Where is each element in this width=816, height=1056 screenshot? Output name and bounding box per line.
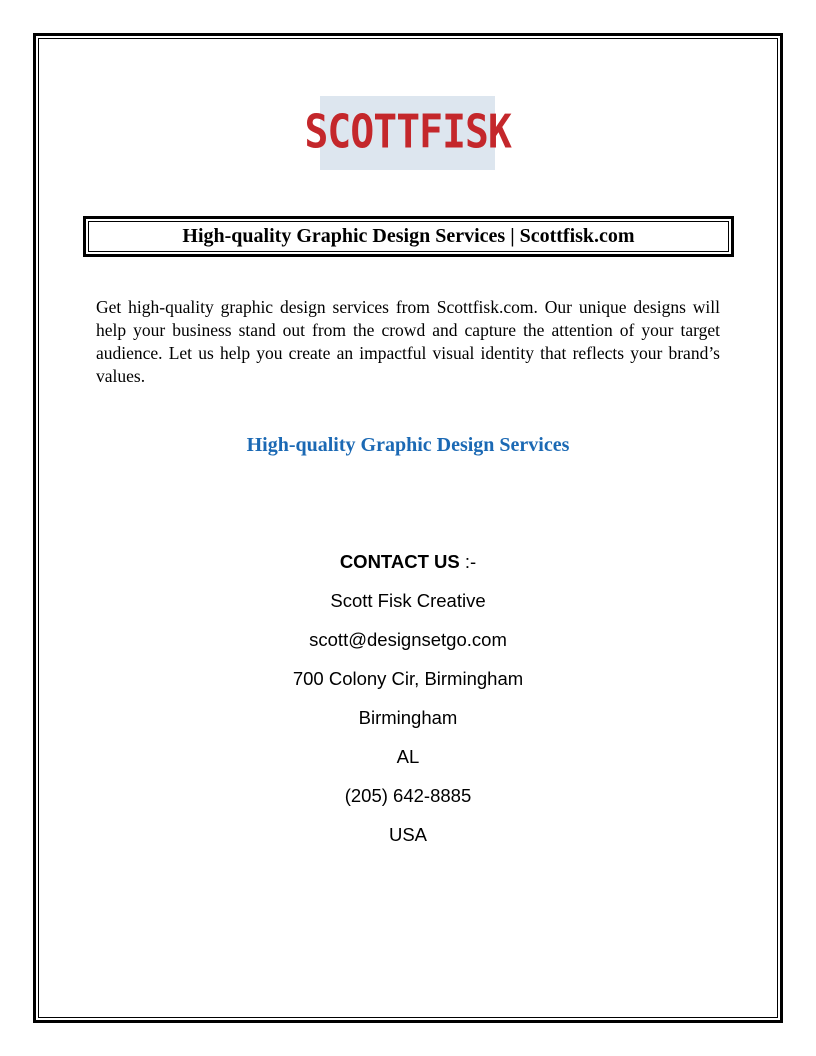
intro-paragraph: Get high-quality graphic design services from Scottfisk.com. Our unique designs will help your business stand out from the crowd and capture the attention of your target audience. Let us help you create an impactful visual identity that reflects your brand’s values.: [96, 297, 720, 386]
title-frame: [83, 216, 734, 257]
logo-wordmark: SCOTTFISK: [304, 105, 511, 160]
contact-label: CONTACT US: [339, 551, 460, 572]
contact-phone: (205) 642-8885: [344, 785, 472, 806]
page-title: High-quality Graphic Design Services | Scottfisk.com: [182, 225, 635, 247]
contact-state: AL: [396, 746, 420, 767]
contact-email: scott@designsetgo.com: [309, 629, 507, 650]
page-inner-border: [38, 38, 778, 1018]
contact-city: Birmingham: [358, 707, 458, 728]
contact-country: USA: [388, 824, 428, 845]
scottfisk-logo: [304, 96, 511, 170]
contact-separator: :-: [459, 551, 477, 572]
contact-block: [0, 548, 816, 860]
title-frame-inner: [88, 221, 729, 252]
contact-name: Scott Fisk Creative: [330, 590, 486, 611]
contact-heading: [0, 548, 816, 587]
contact-address: 700 Colony Cir, Birmingham: [292, 668, 524, 689]
services-heading: High-quality Graphic Design Services: [246, 434, 570, 456]
